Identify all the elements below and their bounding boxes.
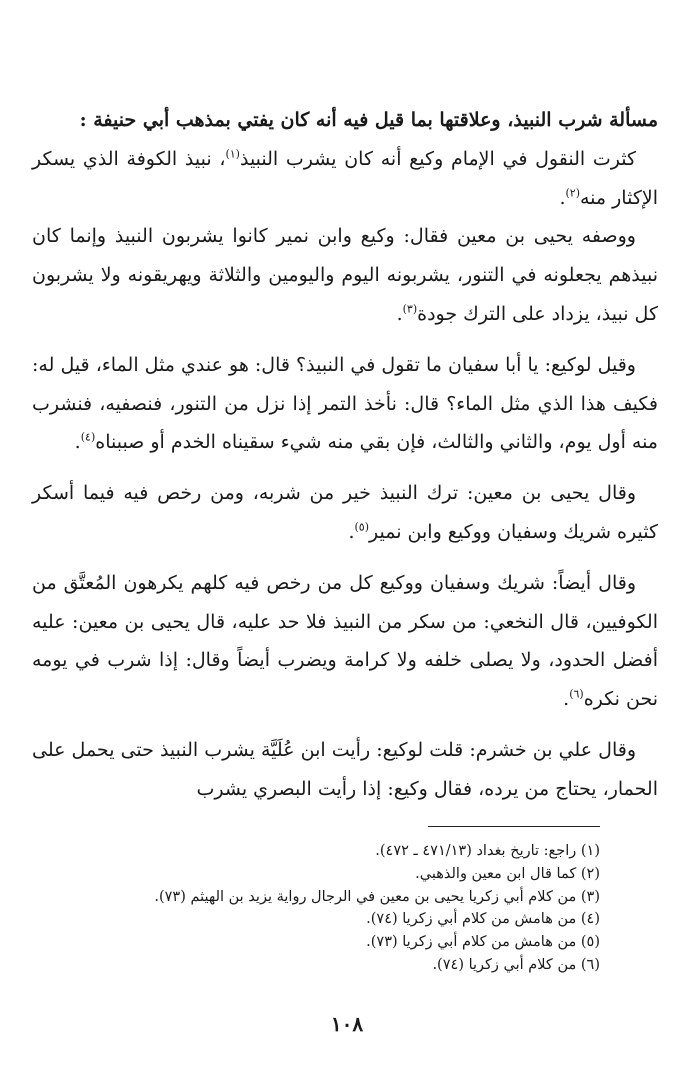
footnote-ref-2: (٢) xyxy=(565,186,580,200)
footnote-ref-5: (٥) xyxy=(354,520,370,534)
footnote-2: (٢) كما قال ابن معين والذهبي. xyxy=(415,865,600,882)
page-number: ١٠٨ xyxy=(330,1012,364,1036)
paragraph-3: وقيل لوكيع: يا أبا سفيان ما تقول في النبيذ؟ قال: هو عندي مثل الماء، قيل له: فكيف هذا الذي مثل الماء؟ قال: نأخذ التمر إذا نزل من التنور، فنصفيه، فنشرب منه أول يوم، والثاني والثالث، فإن بقي منه شيء سقيناه الخدم أو صببناه$^{(٤)}$. xyxy=(32,353,658,454)
paragraph-4-text: وقال يحيى بن معين: ترك النبيذ خير من شربه، ومن رخص فيه فيما أسكر كثيره شريك وسفيان ووكيع وابن نمير xyxy=(32,482,658,543)
footnote-4: (٤) من هامش من كلام أبي زكريا (٧٤). xyxy=(366,911,600,928)
footnote-divider xyxy=(428,826,600,827)
footnote-ref-1: (١) xyxy=(225,147,240,161)
paragraph-4: وقال يحيى بن معين: ترك النبيذ خير من شربه، ومن رخص فيه فيما أسكر كثيره شريك وسفيان ووكيع وابن نمير$^{(٥)}$. xyxy=(32,482,658,543)
main-text xyxy=(32,101,658,821)
paragraph-1: مسألة شرب النبيذ، وعلاقتها بما قيل فيه أنه كان يفتي بمذهب أبي حنيفة : كثرت النقول في الإمام وكيع أنه كان يشرب النبيذ$^{(١)}$، نبيذ الكوفة الذي يسكر الإكثار منه$^{(٢)}$. xyxy=(32,101,658,217)
paragraph-5: وقال أيضاً: شريك وسفيان ووكيع كل من رخص فيه كلهم يكرهون المُعتَّق من الكوفيين، قال النخعي: من سكر من النبيذ فلا حد عليه، قال يحيى بن معين: عليه أفضل الحدود، ولا يصلى خلفه ولا كرامة ويضرب أيضاً وقال: إذا شرب في يومه نحن نكره$^{(٦)}$. xyxy=(32,571,658,711)
paragraph-2: ووصفه يحيى بن معين فقال: وكيع وابن نمير كانوا يشربون النبيذ وإنما كان نبيذهم يجعلونه في التنور، يشربونه اليوم واليومين والثلاثة ويهريقونه ولا يشربون كل نبيذ، يزداد على الترك جودة$^{(٣)}$. xyxy=(32,225,658,325)
footnote-ref-6: (٦) xyxy=(569,687,584,701)
footnotes xyxy=(80,840,600,977)
paragraph-5-text: وقال أيضاً: شريك وسفيان ووكيع كل من رخص فيه كلهم يكرهون المُعتَّق من الكوفيين، قال النخعي: من سكر من النبيذ فلا حد عليه، قال يحيى بن معين: عليه أفضل الحدود، ولا يصلى خلفه ولا كرامة ويضرب أيضاً وقال: إذا شرب في يومه نحن نكره xyxy=(32,571,658,711)
paragraph-6-text: وقال علي بن خشرم: قلت لوكيع: رأيت ابن عُلَيَّة يشرب النبيذ حتى يحمل على الحمار، يحتاج من يرده، فقال وكيع: إذا رأيت البصري يشرب xyxy=(32,738,658,800)
footnote-ref-3: (٣) xyxy=(402,302,418,316)
footnote-ref-4: (٤) xyxy=(80,431,96,445)
paragraph-6 xyxy=(32,731,658,809)
section-heading: مسألة شرب النبيذ، وعلاقتها بما قيل فيه أنه كان يفتي بمذهب أبي حنيفة : xyxy=(79,109,658,131)
paragraph-1-text: كثرت النقول في الإمام وكيع أنه كان يشرب النبيذ xyxy=(239,147,636,170)
footnote-6: (٦) من كلام أبي زكريا (٧٤). xyxy=(432,956,600,973)
paragraph-3-text: وقيل لوكيع: يا أبا سفيان ما تقول في النبيذ؟ قال: هو عندي مثل الماء، قيل له: فكيف هذا الذي مثل الماء؟ قال: نأخذ التمر إذا نزل من التنور، فنصفيه، فنشرب منه أول يوم، والثاني والثالث، فإن بقي منه شيء سقيناه الخدم أو صببناه xyxy=(32,353,658,454)
paragraph-2-text: ووصفه يحيى بن معين فقال: وكيع وابن نمير كانوا يشربون النبيذ وإنما كان نبيذهم يجعلونه في التنور، يشربونه اليوم واليومين والثلاثة ويهريقونه ولا يشربون كل نبيذ، يزداد على الترك جودة xyxy=(32,225,658,325)
footnote-5: (٥) من هامش من كلام أبي زكريا (٧٣). xyxy=(366,934,600,951)
footnote-1: (١) راجع: تاريخ بغداد (٤٧١/١٣ ـ ٤٧٢). xyxy=(375,843,600,859)
footnote-3: (٣) من كلام أبي زكريا يحيى بن معين في الرجال رواية يزيد بن الهيثم (٧٣). xyxy=(154,888,600,905)
